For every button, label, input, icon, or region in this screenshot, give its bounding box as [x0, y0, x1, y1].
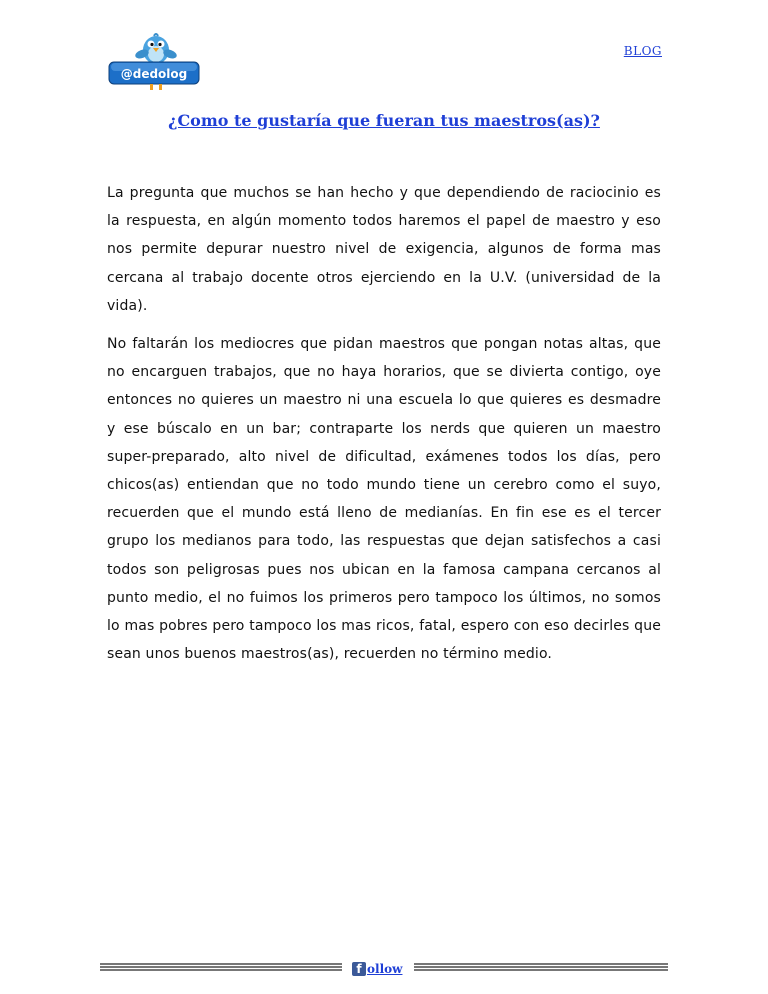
footer-divider-left — [100, 963, 342, 972]
logo-handle: @dedolog — [120, 67, 188, 81]
blog-link[interactable]: BLOG — [623, 44, 662, 58]
page-title: ¿Como te gustaría que fueran tus maestros(as)? — [168, 111, 600, 130]
footer — [100, 956, 668, 978]
footer-divider-right — [414, 963, 668, 972]
dedolog-logo[interactable] — [106, 32, 202, 92]
facebook-follow-link[interactable] — [352, 958, 402, 976]
paragraph: No faltarán los mediocres que pidan maestros que pongan notas altas, que no encarguen trabajos, que no haya horarios, que se divierta contigo, oye entonces no quieres un maestro ni una escuela lo que quieres es desmadre y ese búscalo en un bar; contraparte los nerds que quieren un maestro super-preparado, alto nivel de dificultad, exámenes todos los días, pero chicos(as) entiendan que no todo mundo tiene un cerebro como el suyo, recuerden que el mundo está lleno de medianías. En fin ese es el tercer grupo los medianos para todo, las respuestas que dejan satisfechos a casi todos son peligrosas pues nos ubican en la famosa campana cercanos al punto medio, el no fuimos los primeros pero tampoco los últimos, no somos lo mas pobres pero tampoco los mas ricos, fatal, espero con eso decirles que sean unos buenos maestros(as), recuerden no término medio. — [107, 336, 661, 663]
facebook-icon: f — [352, 962, 366, 976]
paragraph: La pregunta que muchos se han hecho y que dependiendo de raciocinio es la respuesta, en algún momento todos haremos el papel de maestro y eso nos permite depurar nuestro nivel de exigencia, algunos de forma mas cercana al trabajo docente otros ejerciendo en la U.V. (universidad de la vida). — [107, 185, 661, 314]
follow-label: ollow — [367, 962, 403, 976]
twitter-bird-icon — [106, 32, 202, 92]
article-body — [107, 179, 661, 678]
